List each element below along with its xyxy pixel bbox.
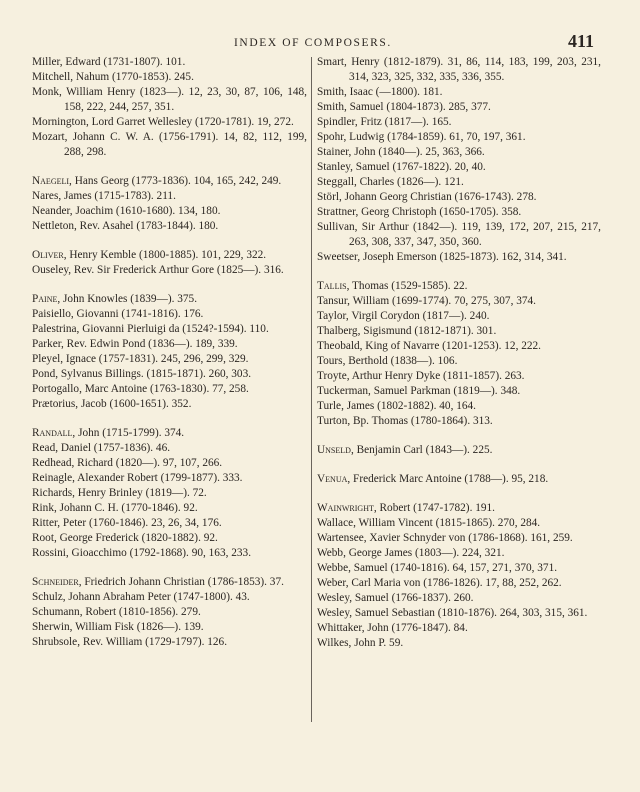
section-gap	[32, 561, 307, 575]
section-gap	[317, 429, 601, 443]
index-entry: Shrubsole, Rev. William (1729-1797). 126.	[32, 636, 228, 648]
index-entry: Venua, Frederick Marc Antoine (1788—). 95, 218.	[317, 473, 549, 485]
index-entry: Wesley, Samuel Sebastian (1810-1876). 264, 303, 315, 361.	[317, 607, 588, 619]
section-gap	[317, 265, 601, 279]
index-entry: Schneider, Friedrich Johann Christian (1786-1853). 37.	[32, 576, 284, 588]
section-lead-surname: Paine	[32, 293, 58, 305]
index-entry: Nettleton, Rev. Asahel (1783-1844). 180.	[32, 220, 219, 232]
index-entry: Tansur, William (1699-1774). 70, 275, 307, 374.	[317, 295, 536, 307]
section-gap	[32, 278, 307, 292]
index-entry: Mozart, Johann C. W. A. (1756-1791). 14, 82, 112, 199, 288, 298.	[32, 131, 307, 158]
index-entry: Wilkes, John P. 59.	[317, 637, 404, 649]
section-lead-surname: Oliver	[32, 249, 64, 261]
index-entry: Whittaker, John (1776-1847). 84.	[317, 622, 468, 634]
index-entry: Prætorius, Jacob (1600-1651). 352.	[32, 398, 192, 410]
index-entry: Sweetser, Joseph Emerson (1825-1873). 162, 314, 341.	[317, 251, 567, 263]
index-entry: Smart, Henry (1812-1879). 31, 86, 114, 183, 199, 203, 231, 314, 323, 325, 332, 335, 336, 355.	[317, 56, 601, 83]
index-entry: Schulz, Johann Abraham Peter (1747-1800). 43.	[32, 591, 250, 603]
index-entry: Spohr, Ludwig (1784-1859). 61, 70, 197, 361.	[317, 131, 526, 143]
index-entry: Turton, Bp. Thomas (1780-1864). 313.	[317, 415, 493, 427]
index-entry: Naegeli, Hans Georg (1773-1836). 104, 165, 242, 249.	[32, 175, 282, 187]
index-entry: Mitchell, Nahum (1770-1853). 245.	[32, 71, 194, 83]
index-entry: Troyte, Arthur Henry Dyke (1811-1857). 263.	[317, 370, 525, 382]
section-lead-surname: Schneider	[32, 576, 79, 588]
index-entry: Ritter, Peter (1760-1846). 23, 26, 34, 176.	[32, 517, 222, 529]
index-entry: Root, George Frederick (1820-1882). 92.	[32, 532, 218, 544]
section-lead-surname: Venua	[317, 473, 348, 485]
index-entry: Tallis, Thomas (1529-1585). 22.	[317, 280, 468, 292]
section-lead-surname: Naegeli	[32, 175, 70, 187]
index-entry: Richards, Henry Brinley (1819—). 72.	[32, 487, 207, 499]
section-gap	[32, 160, 307, 174]
index-entry: Nares, James (1715-1783). 211.	[32, 190, 176, 202]
index-entry: Turle, James (1802-1882). 40, 164.	[317, 400, 476, 412]
index-entry: Sullivan, Sir Arthur (1842—). 119, 139, 172, 207, 215, 217, 263, 308, 337, 347, 350, 360.	[317, 221, 601, 248]
section-gap	[32, 412, 307, 426]
section-gap	[317, 487, 601, 501]
index-entry: Strattner, Georg Christoph (1650-1705). 358.	[317, 206, 522, 218]
index-entry: Paine, John Knowles (1839—). 375.	[32, 293, 198, 305]
index-entry: Monk, William Henry (1823—). 12, 23, 30, 87, 106, 148, 158, 222, 244, 257, 351.	[32, 86, 307, 113]
index-entry: Theobald, King of Navarre (1201-1253). 12, 222.	[317, 340, 541, 352]
index-entry: Oliver, Henry Kemble (1800-1885). 101, 229, 322.	[32, 249, 267, 261]
index-entry: Mornington, Lord Garret Wellesley (1720-1781). 19, 272.	[32, 116, 294, 128]
index-entry: Thalberg, Sigismund (1812-1871). 301.	[317, 325, 497, 337]
index-entry: Stanley, Samuel (1767-1822). 20, 40.	[317, 161, 486, 173]
index-entry: Webb, George James (1803—). 224, 321.	[317, 547, 505, 559]
index-entry: Wainwright, Robert (1747-1782). 191.	[317, 502, 495, 514]
index-entry: Smith, Isaac (—1800). 181.	[317, 86, 443, 98]
right-column	[317, 55, 601, 651]
index-entry: Pleyel, Ignace (1757-1831). 245, 296, 299, 329.	[32, 353, 249, 365]
section-lead-surname: Wainwright	[317, 502, 374, 514]
index-entry: Paisiello, Giovanni (1741-1816). 176.	[32, 308, 204, 320]
index-entry: Wartensee, Xavier Schnyder von (1786-1868). 161, 259.	[317, 532, 573, 544]
section-lead-surname: Tallis	[317, 280, 347, 292]
index-entry: Neander, Joachim (1610-1680). 134, 180.	[32, 205, 221, 217]
section-lead-surname: Randall	[32, 427, 73, 439]
index-entry: Portogallo, Marc Antoine (1763-1830). 77, 258.	[32, 383, 249, 395]
index-entry: Webbe, Samuel (1740-1816). 64, 157, 271, 370, 371.	[317, 562, 558, 574]
section-gap	[317, 458, 601, 472]
index-entry: Wallace, William Vincent (1815-1865). 270, 284.	[317, 517, 541, 529]
index-entry: Read, Daniel (1757-1836). 46.	[32, 442, 171, 454]
index-entry: Sherwin, William Fisk (1826—). 139.	[32, 621, 204, 633]
page-number: 411	[568, 31, 595, 51]
index-entry: Stainer, John (1840—). 25, 363, 366.	[317, 146, 485, 158]
index-entry: Rossini, Gioacchimo (1792-1868). 90, 163, 233.	[32, 547, 252, 559]
index-entry: Taylor, Virgil Corydon (1817—). 240.	[317, 310, 490, 322]
section-gap	[32, 234, 307, 248]
index-entry: Tours, Berthold (1838—). 106.	[317, 355, 458, 367]
index-entry: Schumann, Robert (1810-1856). 279.	[32, 606, 201, 618]
index-entry: Ouseley, Rev. Sir Frederick Arthur Gore (1825—). 316.	[32, 264, 284, 276]
index-entry: Spindler, Fritz (1817—). 165.	[317, 116, 452, 128]
page-header	[0, 28, 640, 58]
index-entry: Reinagle, Alexander Robert (1799-1877). 333.	[32, 472, 243, 484]
left-column	[32, 55, 307, 650]
index-entry: Wesley, Samuel (1766-1837). 260.	[317, 592, 474, 604]
index-entry: Pond, Sylvanus Billings. (1815-1871). 260, 303.	[32, 368, 252, 380]
index-entry: Miller, Edward (1731-1807). 101.	[32, 56, 186, 68]
index-entry: Randall, John (1715-1799). 374.	[32, 427, 185, 439]
index-entry: Rink, Johann C. H. (1770-1846). 92.	[32, 502, 198, 514]
index-entry: Smith, Samuel (1804-1873). 285, 377.	[317, 101, 491, 113]
index-entry: Palestrina, Giovanni Pierluigi da (1524?-1594). 110.	[32, 323, 269, 335]
index-entry: Redhead, Richard (1820—). 97, 107, 266.	[32, 457, 223, 469]
index-entry: Steggall, Charles (1826—). 121.	[317, 176, 464, 188]
index-entry: Störl, Johann Georg Christian (1676-1743). 278.	[317, 191, 537, 203]
index-entry: Unseld, Benjamin Carl (1843—). 225.	[317, 444, 493, 456]
index-entry: Weber, Carl Maria von (1786-1826). 17, 88, 252, 262.	[317, 577, 562, 589]
section-lead-surname: Unseld	[317, 444, 351, 456]
index-entry: Parker, Rev. Edwin Pond (1836—). 189, 339.	[32, 338, 238, 350]
column-divider	[311, 57, 312, 722]
index-entry: Tuckerman, Samuel Parkman (1819—). 348.	[317, 385, 521, 397]
running-title: INDEX OF COMPOSERS.	[234, 37, 392, 49]
